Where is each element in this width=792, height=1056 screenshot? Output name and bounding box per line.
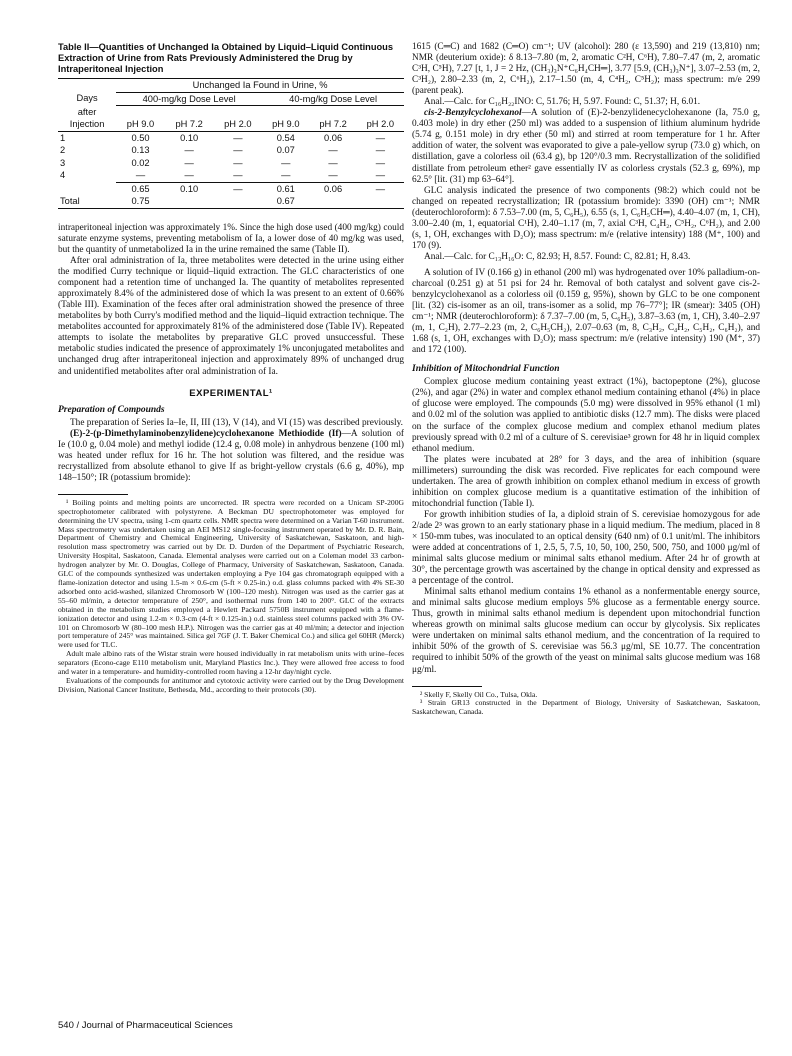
paragraph: Anal.—Calc. for C₁₃H₁₆O: C, 82.93; H, 8.57. Found: C, 82.81; H, 8.43. xyxy=(424,251,691,262)
table-cell: 0.67 xyxy=(276,196,295,207)
footnote: Adult male albino rats of the Wistar strain were housed individually in rat metabolism units with urine–feces separators (Econo-cage E110 metabolism unit, Maryland Plastics Inc.). They were allowed free access to food and water in a temperature- and humidity-controlled room having a 12-hr day/night cycle. xyxy=(58,649,404,677)
ph-header: pH 2.0 xyxy=(224,119,252,130)
paragraph: The preparation of Series Ia–Ie, II, III (13), V (14), and VI (15) was described previously. xyxy=(70,417,403,428)
table-row xyxy=(58,157,404,170)
footnote-rule xyxy=(412,686,482,687)
table-cell: — xyxy=(233,132,243,143)
row-label: 1 xyxy=(60,132,66,143)
footnote: ³ Strain GR13 constructed in the Department of Biology, University of Saskatchewan, Saskatoon, Saskatchewan, Canada. xyxy=(412,698,760,717)
paragraph: The plates were incubated at 28° for 3 days, and the area of inhibition (square millimeters) surrounding the disk was recorded. Five replicates for each compound were undertaken. The area of growth inhibition on complex ethanol medium in excess of growth inhibition on complex glucose medium is a quantitative estimation of the inhibition of mitochondrial function (Table I). xyxy=(412,454,760,509)
footnote: Evaluations of the compounds for antitumor and cytotoxic activity were carried out by the Drug Development Division, National Cancer Institute, Bethesda, Md., according to their protocols (30). xyxy=(58,675,404,694)
paragraph: Minimal salts ethanol medium contains 1% ethanol as a nonfermentable energy source, and minimal salts glucose medium employs 5% glucose as a fermentable energy source. Thus, growth in minimal salts ethanol medium is dependent upon mitochondrial function whereas growth on minimal salts glucose medium can occur by glycolysis. Six replicates were undertaken on minimal salts ethanol medium, and the concentration of Ia required to inhibit 50% of the growth of S. cerevisiae was 56.3 μg/ml, SE 10.77. The concentration required to inhibit 50% of the growth of the yeast on minimal salts glucose medium was 168 μg/ml. xyxy=(412,587,760,675)
ph-header: pH 2.0 xyxy=(366,119,395,130)
table-cell: — xyxy=(184,145,194,156)
compound-title: cis-2-Benzylcyclohexanol xyxy=(424,108,522,119)
footnote: ¹ Boiling points and melting points are uncorrected. IR spectra were recorded on a Unicam SP-200G spectrophotometer calibrated with polystyrene. A Beckman DU spectrophotometer was employed for determining the UV spectra, using 1-cm quartz cells. NMR spectra were determined on a Varian T-60 instrument. Mass spectrometry was undertaken using an AEI MS12 single-focusing instrument operated by Mr. D. R. Bain, Department of Chemistry and Chemical Engineering, University of Saskatchewan, Saskatoon, and high-resolution mass spectrometry was carried out by Dr. D. Durden of the Department of Psychiatric Research, University Hospital, Saskatoon, Canada. Elemental analyses were carried out on a Coleman model 33 carbon-hydrogen analyzer by Mr. O. Douglas, College of Pharmacy, University of Saskatchewan, Saskatoon, Canada. GLC of the compounds synthesized was undertaken employing a Pye 104 gas chromatograph equipped with a flame-ionization detector and using 1.5-m × 0.6-cm (5-ft × 0.25-in.) o.d. glass columns packed with 4% SE-30 adsorbed onto acid-washed, silanized Chromosorb W (100–120 mesh). Nitrogen was used as the carrier gas at 55–60 ml/min, a detector temperature of 250°, and isothermal runs from 140 to 200°. GLC of the extracts obtained in the metabolism studies employed a Hewlett Packard 5750B instrument equipped with a flame-ionization detector and using 1.2-m × 0.3-cm (4-ft × 0.125-in.) o.d. stainless steel columns packed with 3% OV-101 on Chromosorb W (80–100 mesh H.P.). Nitrogen was the carrier gas at 40 ml/min; a detector and injection port temperature of 245° was maintained. Silica gel 7GF (J. T. Baker Chemical Co.) and silica gel 60HR (Merck) were used for TLC. xyxy=(58,497,404,650)
paragraph: For growth inhibition studies of Ia, a diploid strain of S. cerevisiae homozygous for ade 2/ade 2³ was grown to an early stationary phase in a liquid medium. The medium, placed in 8 × 150-mm tubes, was inoculated to an optical density (640 nm) of 0.1 unit/ml. The inhibitors were added at concentrations of 1, 2.5, 5, 7.5, 10, 50, 100, 250, 500, 750, and 1000 μg/ml of minimal salts glucose medium or minimal salts ethanol medium. After 24 hr of growth at 30°, the percentage growth was ascertained by the change in optical density and expressed as a percentage of the control. xyxy=(412,509,760,587)
table-cell: 0.50 xyxy=(131,132,150,143)
table-row xyxy=(58,169,404,182)
right-column xyxy=(412,42,760,717)
table-cell: 0.07 xyxy=(276,145,295,156)
table-cell: 0.06 xyxy=(324,132,343,143)
ph-header: pH 9.0 xyxy=(272,119,300,130)
row-label xyxy=(58,182,116,195)
compound-title: (E)-2-(p-Dimethylaminobenzylidene)cyclohexanone Methiodide (If) xyxy=(70,428,342,439)
paragraph-body: —A solution of (E)-2-benzylidenecyclohexanone (Ia, 75.0 g, 0.403 mole) in dry ether (250 ml) was added to a suspension of lithium aluminum hydride (5.74 g, 0.151 mole) in dry ether (50 ml) and stirred at room temperature for 1 hr. After addition of water, the solvent was evaporated to give a pale-yellow syrup (73.0 g) which, on distillation, gave a colorless oil (63.4 g), bp 120°/0.3 mm. Recrystallization of the solidified distillate from petroleum ether² gave essentially IV as colorless crystals (52.3 g, 69%), mp 62.5° [lit. (31) mp 63–64°]. xyxy=(412,108,760,185)
paragraph: intraperitoneal injection was approximately 1%. Since the high dose used (400 mg/kg) could saturate enzyme systems, preventing metabolism of Ia, a lower dose of 40 mg/kg was used, but the quantity of unmetabolized Ia in the urine remained the same (Table II). xyxy=(58,222,404,255)
table-cell: — xyxy=(375,145,385,156)
table-cell: — xyxy=(375,157,385,168)
table-cell xyxy=(165,195,214,208)
page-footer: 540 / Journal of Pharmaceutical Sciences xyxy=(58,1020,233,1031)
table-cell: 0.13 xyxy=(131,145,150,156)
row-header-3: Injection xyxy=(69,119,105,130)
table-cell: — xyxy=(328,170,338,181)
row-header-spacer xyxy=(58,79,116,93)
table-cell xyxy=(357,195,404,208)
table-caption: Table II—Quantities of Unchanged Ia Obtained by Liquid–Liquid Continuous Extraction of Urine from Rats Previously Administered the Drug by Intraperitoneal Injection xyxy=(58,42,394,74)
table-cell xyxy=(309,195,356,208)
table-cell: 0.02 xyxy=(131,157,150,168)
footnote: ² Skelly F, Skelly Oil Co., Tulsa, Okla. xyxy=(420,689,538,699)
table-cell: — xyxy=(233,145,243,156)
table-cell: — xyxy=(135,170,146,181)
span-header: Unchanged Ia Found in Urine, % xyxy=(116,79,404,93)
row-label: 4 xyxy=(60,170,66,181)
row-header-1: Days xyxy=(76,93,98,104)
dose-header-40: 40-mg/kg Dose Level xyxy=(262,92,404,106)
paragraph: After oral administration of Ia, three metabolites were detected in the urine using either the modified Curry technique or liquid–liquid extraction. The GLC characteristics of one component had a retention time of unchanged Ia. The quantity of metabolites represented approximately 8.4% of the administered dose of which Ia was present to an extent of 0.66% (Table III). Examination of the feces after oral administration showed the presence of three metabolites by both Curry's modified method and the liquid–liquid extraction technique. The metabolites accounted for approximately 81% of the administered dose (Table IV). Repeated attempts to isolate the metabolites by preparative GLC proved unsuccessful. These metabolic studies indicated the presence of approximately 1% unconjugated metabolites and unchanged drug after intraperitoneal injection and approximately 89% of unchanged drug and unidentified metabolites after oral administration of Ia. xyxy=(58,256,404,377)
paragraph xyxy=(412,108,760,185)
paragraph: Anal.—Calc. for C₁₆H₂₂INO: C, 51.76; H, 5.97. Found: C, 51.37; H, 6.01. xyxy=(424,97,701,108)
paragraph: GLC analysis indicated the presence of two components (98:2) which could not be changed on repeated recrystallization; IR (potassium bromide): 3390 (OH) cm⁻¹; NMR (deuterochloroform): δ 7.53–7.00 (m, 5, C₆H₅), 6.55 (s, 1, C₆H₅CH═), 4.40–4.07 (m, 1, CH), 3.00–2.40 (m, 1, equatorial C¹H), 2.40–1.17 (m, 7, axial C³H, C₄H₂, C⁵H₂, C⁶H₂), and 2.00 (s, 1, OH, exchanges with D₂O); mass spectrum: m/e (relative intensity) 188 (M⁺, 100) and 170 (9). xyxy=(412,185,760,251)
paragraph: 1615 (C═C) and 1682 (C═O) cm⁻¹; UV (alcohol): 280 (ε 13,590) and 219 (13,810) nm; NMR (deuterium oxide): δ 8.13–7.80 (m, 2, aromatic C²H, C⁶H), 7.80–7.47 (m, 2, aromatic C³H, C⁵H), 7.27 [t, 1, J = 2 Hz, (CH₃)₃N⁺C₆H₄CH═], 3.77 [5.9, (CH₃)₃N⁺], 3.07–2.53 (m, 2, C³H₂), 2.80–2.33 (m, 2, C⁶H₂), 2.17–1.50 (m, 4, C⁴H₂, C⁵H₂); mass spectrum: m/e 299 (parent peak). xyxy=(412,42,760,97)
table-cell: — xyxy=(328,157,338,168)
table-cell: 0.06 xyxy=(309,182,356,195)
paragraph: Complex glucose medium containing yeast extract (1%), bactopeptone (2%), glucose (2%), and agar (2%) in water and complex ethanol medium containing ethanol (4%) in place of glucose were employed. The compounds (5.0 mg) were dissolved in 95% ethanol (1 ml) and 0.02 ml of the solution was applied to antibiotic disks (12.7 mm). The disks were placed on the surface of the complex glucose medium and complex ethanol medium plates previously spread with 0.2 ml of a culture of S. cerevisiae³ grown for 48 hr in liquid complex ethanol medium. xyxy=(412,377,760,454)
table-cell: — xyxy=(184,170,194,181)
table-row xyxy=(58,131,404,144)
table-row xyxy=(58,195,404,208)
subsection-heading: Preparation of Compounds xyxy=(58,404,165,415)
table-cell: — xyxy=(357,182,404,195)
row-label: 2 xyxy=(60,145,66,156)
left-column xyxy=(58,42,404,695)
table-cell: — xyxy=(281,157,291,168)
table-cell: — xyxy=(214,182,263,195)
table-cell: 0.54 xyxy=(276,132,295,143)
paragraph-body: —A solution of Ie (10.0 g, 0.04 mole) and methyl iodide (12.4 g, 0.08 mole) in anhydrous benzene (100 ml) was heated under reflux for 16 hr. The hot solution was filtered, and the residue was recrystallized from absolute ethanol to give If as bright-yellow crystals (6.6 g, 40%), mp 148–150°; IR (potassium bromide): xyxy=(58,428,404,483)
data-table xyxy=(58,78,404,209)
table-cell: — xyxy=(184,157,194,168)
ph-header: pH 7.2 xyxy=(319,119,347,130)
table-cell: — xyxy=(328,145,338,156)
table-cell: 0.10 xyxy=(180,132,199,143)
table-body xyxy=(58,131,404,208)
table-cell: — xyxy=(375,170,385,181)
table-cell: — xyxy=(233,157,243,168)
table-cell: 0.65 xyxy=(116,182,165,195)
dose-header-400: 400-mg/kg Dose Level xyxy=(116,92,262,106)
table-cell: 0.75 xyxy=(131,196,150,207)
table-cell: — xyxy=(375,132,385,143)
paragraph: A solution of IV (0.166 g) in ethanol (200 ml) was hydrogenated over 10% palladium-on-charcoal (0.251 g) at 51 psi for 24 hr. Removal of both catalyst and solvent gave cis-2-benzylcyclohexanol as a colorless oil (0.159 g, 95%), shown by GLC to be one component [lit. (32) cis-isomer as an oil, trans-isomer as a solid, mp 76–77°]; IR (smear): 3405 (OH) cm⁻¹; NMR (deuterochloroform): δ 7.37–7.00 (m, 5, C₆H₅), 3.87–3.63 (m, 1, CH), 3.40–2.97 (m, 1, C₂H), 2.77–2.23 (m, 2, C₆H₅CH₂), 2.07–0.63 (m, 8, C₃H₂, C₄H₂, C₅H₂, C₆H₂), and 1.68 (s, 1, OH, exchanges with D₂O); mass spectrum: m/e (relative intensity) 190 (M⁺, 37) and 172 (100). xyxy=(412,267,760,356)
row-label: 3 xyxy=(60,157,66,168)
table-cell xyxy=(214,195,263,208)
row-header-2: after xyxy=(77,106,97,117)
row-label: Total xyxy=(60,196,80,207)
footnote-rule xyxy=(58,494,128,495)
subsection-heading: Inhibition of Mitochondrial Function xyxy=(412,364,560,375)
table-cell: — xyxy=(233,170,243,181)
ph-header: pH 7.2 xyxy=(175,119,203,130)
table-cell: 0.10 xyxy=(165,182,214,195)
paragraph xyxy=(58,429,404,484)
experimental-heading: EXPERIMENTAL¹ xyxy=(189,387,273,399)
table-row xyxy=(58,144,404,157)
table-row xyxy=(58,182,404,195)
ph-header: pH 9.0 xyxy=(126,119,155,130)
table-cell: — xyxy=(281,170,291,181)
table-cell: 0.61 xyxy=(262,182,309,195)
header-spacer xyxy=(116,106,404,119)
